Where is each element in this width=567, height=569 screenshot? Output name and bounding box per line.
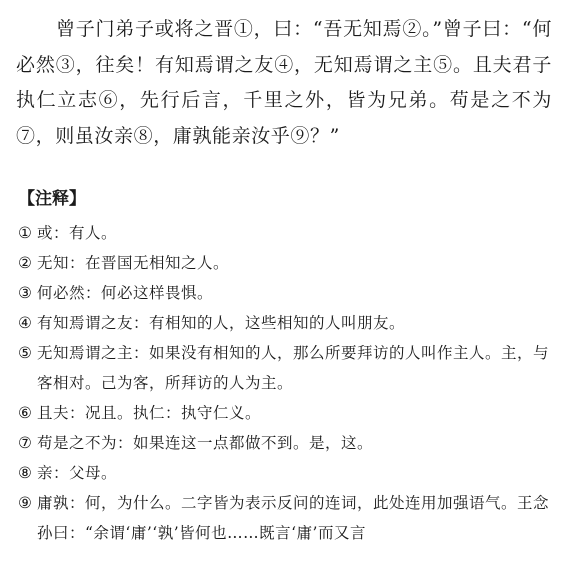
- note-number: ⑤: [18, 344, 33, 362]
- note-item: [18, 278, 558, 308]
- note-text: 庸孰：何，为什么。二字皆为表示反问的连词，此处连用加强语气。王念孙曰：“余谓‘庸’‘孰’皆何也……既言‘庸’而又言: [37, 494, 550, 542]
- note-text: 或：有人。: [37, 224, 118, 242]
- note-number: ⑦: [18, 434, 33, 452]
- note-text: 苟是之不为：如果连这一点都做不到。是，这。: [37, 434, 374, 452]
- note-number: ⑧: [18, 464, 33, 482]
- note-item: [18, 398, 558, 428]
- note-item: [18, 458, 558, 488]
- note-text: 何必然：何必这样畏惧。: [37, 284, 214, 302]
- note-number: ④: [18, 314, 33, 332]
- note-item: [18, 338, 558, 398]
- note-number: ①: [18, 224, 33, 242]
- note-item: [18, 218, 558, 248]
- note-text: 无知：在晋国无相知之人。: [37, 254, 230, 272]
- note-number: ②: [18, 254, 33, 272]
- note-text: 亲：父母。: [37, 464, 118, 482]
- note-text: 有知焉谓之友：有相知的人，这些相知的人叫朋友。: [37, 314, 406, 332]
- notes-title: 【注释】: [18, 189, 86, 209]
- note-number: ⑥: [18, 404, 33, 422]
- note-item: [18, 308, 558, 338]
- main-text-paragraph: 曾子门弟子或将之晋①，曰：“吾无知焉②。”曾子曰：“何必然③，往矣！有知焉谓之友④，无知焉谓之主⑤。且夫君子执仁立志⑥，先行后言，千里之外，皆为兄弟。苟是之不为⑦，则虽汝亲⑧，庸孰能亲汝乎⑨？”: [16, 18, 552, 147]
- note-item: [18, 428, 558, 458]
- note-number: ⑨: [18, 494, 33, 512]
- note-number: ③: [18, 284, 33, 302]
- note-item: [18, 488, 558, 548]
- note-item: [18, 248, 558, 278]
- notes-list: [18, 218, 558, 548]
- note-text: 且夫：况且。执仁：执守仁义。: [37, 404, 262, 422]
- note-text: 无知焉谓之主：如果没有相知的人，那么所要拜访的人叫作主人。主，与客相对。己为客，所拜访的人为主。: [37, 344, 550, 392]
